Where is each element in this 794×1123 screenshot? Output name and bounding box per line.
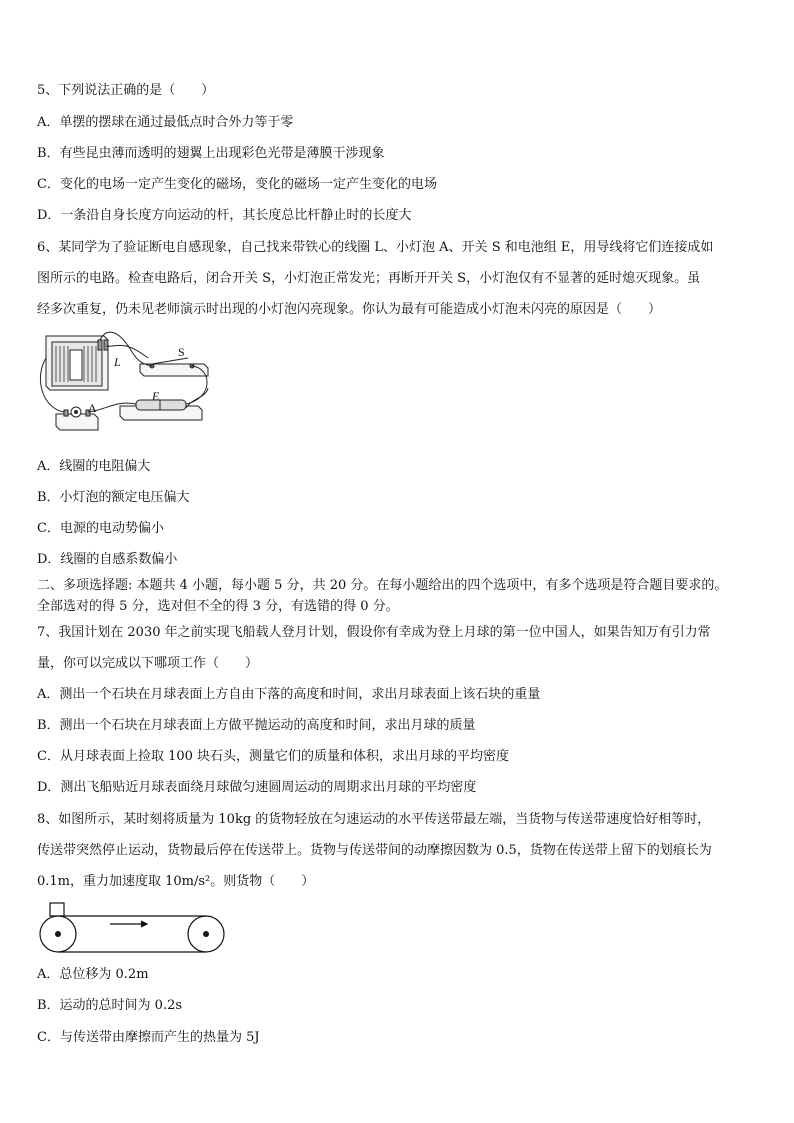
q6-option-b: B．小灯泡的额定电压偏大 [37, 490, 190, 505]
q5-option-b: B．有些昆虫薄而透明的翅翼上出现彩色光带是薄膜干涉现象 [37, 146, 385, 161]
q6-option-c: C．电源的电动势偏小 [37, 521, 164, 536]
q7-stem-line-2: 量，你可以完成以下哪项工作（ ） [37, 656, 259, 671]
section2-line-1: 二、多项选择题: 本题共 4 小题，每小题 5 分，共 20 分。在每小题给出的四个选项中，有多个选项是符合题目要求的。 [37, 578, 728, 593]
q7-stem-line-1: 7、我国计划在 2030 年之前实现飞船载人登月计划，假设你有幸成为登上月球的第一位中国人，如果告知万有引力常 [37, 625, 711, 640]
q5-option-a: A．单摆的摆球在通过最低点时合外力等于零 [37, 115, 294, 130]
switch-label: S [178, 345, 185, 359]
q6-stem-line-3: 经多次重复，仍未见老师演示时出现的小灯泡闪亮现象。你认为最有可能造成小灯泡未闪亮的原因是（ ） [37, 302, 662, 317]
q6-option-d: D．线圈的自感系数偏小 [37, 552, 178, 567]
q6-stem-line-2: 图所示的电路。检查电路后，闭合开关 S，小灯泡正常发光；再断开开关 S，小灯泡仅有不显著的延时熄灭现象。虽 [37, 271, 701, 286]
q8-option-c: C．与传送带由摩擦而产生的热量为 5J [37, 1030, 260, 1045]
q8-stem-line-2: 传送带突然停止运动，货物最后停在传送带上。货物与传送带间的动摩擦因数为 0.5，货物在传送带上留下的划痕长为 [37, 843, 712, 858]
coil-label: L [114, 355, 121, 369]
q5-option-c: C．变化的电场一定产生变化的磁场，变化的磁场一定产生变化的电场 [37, 177, 437, 192]
q5-option-d: D．一条沿自身长度方向运动的杆，其长度总比杆静止时的长度大 [37, 208, 412, 223]
q5-stem: 5、下列说法正确的是（ ） [37, 83, 215, 98]
q8-option-b: B．运动的总时间为 0.2s [37, 998, 183, 1013]
q8-stem-line-3: 0.1m，重力加速度取 10m/s²。则货物（ ） [37, 874, 315, 889]
circuit-figure [36, 328, 214, 440]
section2-line-2: 全部选对的得 5 分，选对但不全的得 3 分，有选错的得 0 分。 [37, 599, 399, 614]
q7-option-a: A．测出一个石块在月球表面上方自由下落的高度和时间，求出月球表面上该石块的重量 [37, 687, 541, 702]
q7-option-b: B．测出一个石块在月球表面上方做平抛运动的高度和时间，求出月球的质量 [37, 718, 476, 733]
conveyor-belt-figure [38, 902, 228, 956]
q7-option-d: D．测出飞船贴近月球表面绕月球做匀速圆周运动的周期求出月球的平均密度 [37, 780, 477, 795]
q6-option-a: A．线圈的电阻偏大 [37, 459, 151, 474]
q8-stem-line-1: 8、如图所示，某时刻将质量为 10kg 的货物轻放在匀速运动的水平传送带最左端，当货物与传送带速度恰好相等时， [37, 812, 711, 827]
cargo-box [50, 903, 64, 916]
lamp-label: A [88, 401, 97, 415]
battery-label: E [152, 389, 160, 403]
q8-option-a: A．总位移为 0.2m [37, 967, 149, 982]
q6-stem-line-1: 6、某同学为了验证断电自感现象，自己找来带铁心的线圈 L、小灯泡 A、开关 S 和电池组 E，用导线将它们连接成如 [37, 240, 714, 255]
q7-option-c: C．从月球表面上捡取 100 块石头，测量它们的质量和体积，求出月球的平均密度 [37, 749, 510, 764]
